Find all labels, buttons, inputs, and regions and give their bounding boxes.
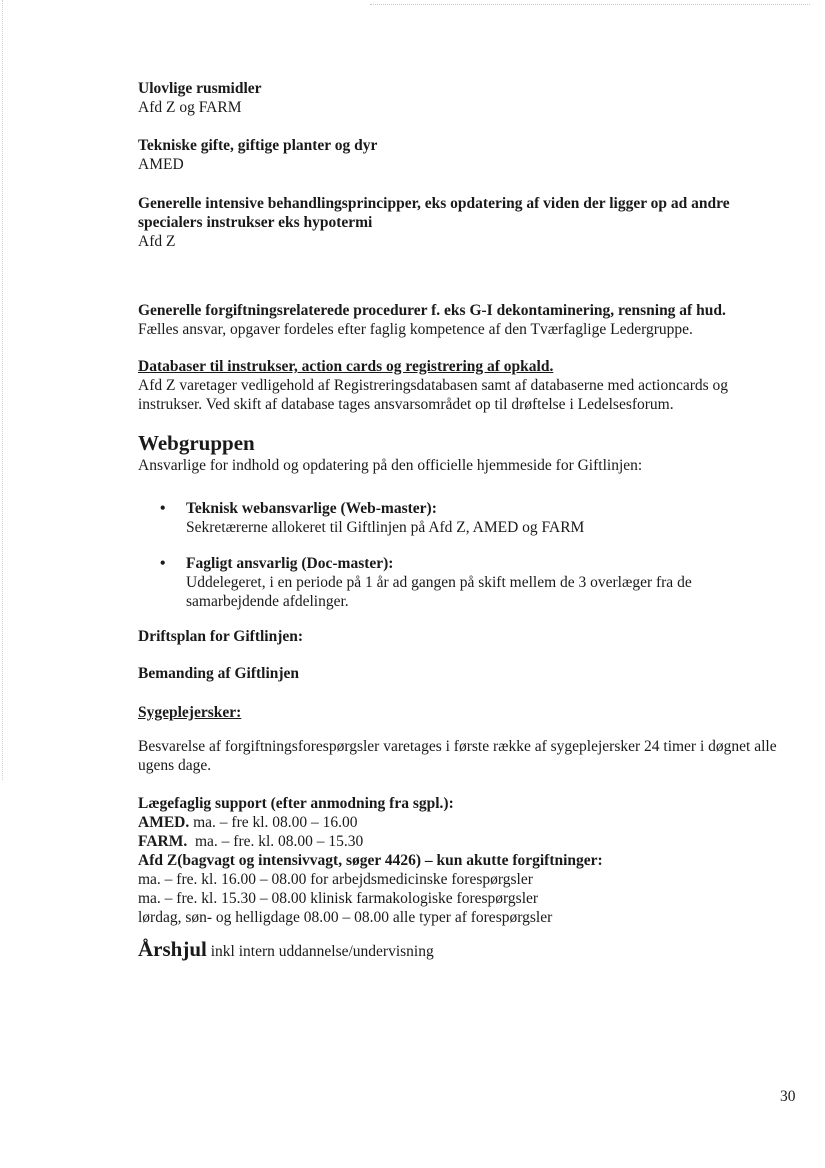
bullet-text: Uddelegeret, i en periode på 1 år ad gangen på skift mellem de 3 overlæger fra de samarbejdende afdelinger. [186, 574, 692, 610]
bullet-title: Fagligt ansvarlig (Doc-master): [186, 555, 394, 572]
bullet-item-webmaster [186, 499, 786, 537]
amed-hours: ma. – fre kl. 08.00 – 16.00 [189, 814, 358, 831]
sygeplejersker-heading: Sygeplejersker: [138, 704, 242, 721]
section-text: Fælles ansvar, opgaver fordeles efter faglig kompetence af den Tværfaglige Ledergruppe. [138, 321, 693, 338]
section-heading: Tekniske gifte, giftige planter og dyr [138, 137, 378, 154]
laegefaglig-section [138, 794, 808, 927]
section-tekniske-gifte [138, 136, 808, 174]
bullet-icon: • [160, 500, 166, 517]
arshjul-section [138, 937, 808, 961]
farm-line [138, 832, 808, 851]
scan-edge-left [2, 0, 3, 780]
driftsplan-heading: Driftsplan for Giftlinjen: [138, 628, 304, 645]
afdz-line: lørdag, søn- og helligdage 08.00 – 08.00 alle typer af forespørgsler [138, 909, 553, 926]
arshjul-title: Årshjul [138, 937, 207, 961]
webgruppen-title: Webgruppen [138, 431, 255, 455]
bullet-text: Sekretærerne allokeret til Giftlinjen på Afd Z, AMED og FARM [186, 519, 585, 536]
section-heading: Generelle forgiftningsrelaterede procedurer f. eks G-I dekontaminering, rensning af hud. [138, 302, 726, 319]
farm-label: FARM. [138, 833, 188, 850]
bullet-icon: • [160, 555, 166, 572]
page-number: 30 [780, 1088, 796, 1105]
amed-label: AMED. [138, 814, 190, 831]
section-text: Afd Z og FARM [138, 99, 242, 116]
section-text: Afd Z varetager vedligehold af Registreringsdatabasen samt af databaserne med actioncards og instrukser. Ved skift af database tages ansvarsområdet op til drøftelse i Ledelsesforum. [138, 377, 729, 413]
section-text: AMED [138, 156, 184, 173]
section-heading: Databaser til instrukser, action cards og registrering af opkald. [138, 358, 554, 375]
afdz-heading: Afd Z(bagvagt og intensivvagt, søger 4426) – kun akutte forgiftninger: [138, 852, 603, 869]
section-ulovlige-rusmidler [138, 79, 808, 117]
webgruppen-intro: Ansvarlige for indhold og opdatering på den officielle hjemmeside for Giftlinjen: [138, 457, 643, 474]
afdz-line: ma. – fre. kl. 15.30 – 08.00 klinisk farmakologiske forespørgsler [138, 890, 539, 907]
arshjul-text: inkl intern uddannelse/undervisning [206, 943, 434, 960]
section-heading: Generelle intensive behandlingsprincipper, eks opdatering af viden der ligger op ad andre specialers instrukser eks hypotermi [138, 195, 730, 231]
farm-hours: ma. – fre. kl. 08.00 – 15.30 [187, 833, 364, 850]
bemanding-heading: Bemanding af Giftlinjen [138, 665, 300, 682]
amed-line [138, 813, 808, 832]
sygeplejersker-text: Besvarelse af forgiftningsforespørgsler varetages i første række af sygeplejersker 24 timer i døgnet alle ugens dage. [138, 738, 777, 774]
afdz-line: ma. – fre. kl. 16.00 – 08.00 for arbejdsmedicinske forespørgsler [138, 871, 533, 888]
section-heading: Ulovlige rusmidler [138, 80, 262, 97]
webgruppen-section [138, 430, 808, 475]
bullet-title: Teknisk webansvarlige (Web-master): [186, 500, 437, 517]
scan-edge-top [370, 4, 810, 5]
section-text: Afd Z [138, 233, 176, 250]
section-generelle-intensive [138, 194, 778, 251]
laegefaglig-heading: Lægefaglig support (efter anmodning fra sgpl.): [138, 795, 454, 812]
bullet-item-docmaster [186, 554, 746, 611]
section-generelle-forgiftning [138, 301, 808, 339]
section-databaser [138, 357, 768, 414]
